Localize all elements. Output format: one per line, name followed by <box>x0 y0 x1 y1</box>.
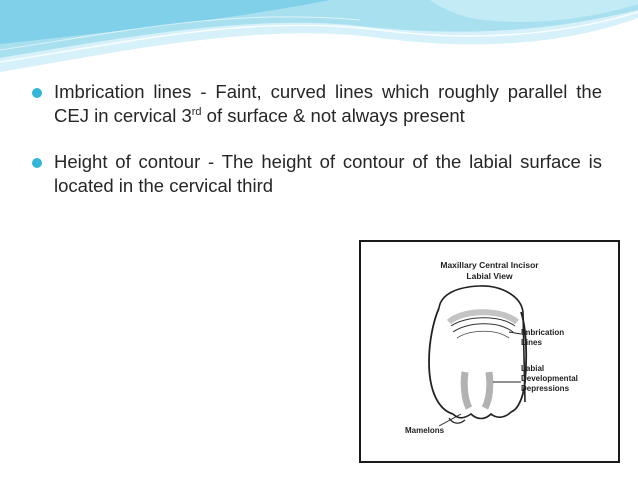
header-wave-decoration <box>0 0 638 80</box>
figure-title-line1: Maxillary Central Incisor <box>440 260 539 270</box>
label-mamelons: Mamelons <box>405 426 445 435</box>
incisor-diagram-figure <box>359 240 620 463</box>
bullet-text: Height of contour - The height of contour of the labial surface is located in the cervical third <box>54 151 602 196</box>
bullet-text-part: Imbrication lines - Faint, curved lines which roughly parallel the CEJ in cervical 3 <box>54 81 602 126</box>
bullet-list <box>28 80 602 220</box>
bullet-dot-icon <box>32 158 42 168</box>
label-labial-depressions: Labial Developmental Depressions <box>521 364 578 393</box>
figure-title <box>361 260 618 282</box>
figure-title-line2: Labial View <box>466 271 513 281</box>
bullet-height-of-contour <box>28 150 602 198</box>
bullet-imbrication-lines <box>28 80 602 128</box>
bullet-dot-icon <box>32 88 42 98</box>
bullet-text-part: of surface & not always present <box>201 105 465 126</box>
bullet-text <box>54 80 602 128</box>
label-imbrication-lines: Imbrication Lines <box>521 328 565 347</box>
superscript-rd: rd <box>191 105 202 118</box>
